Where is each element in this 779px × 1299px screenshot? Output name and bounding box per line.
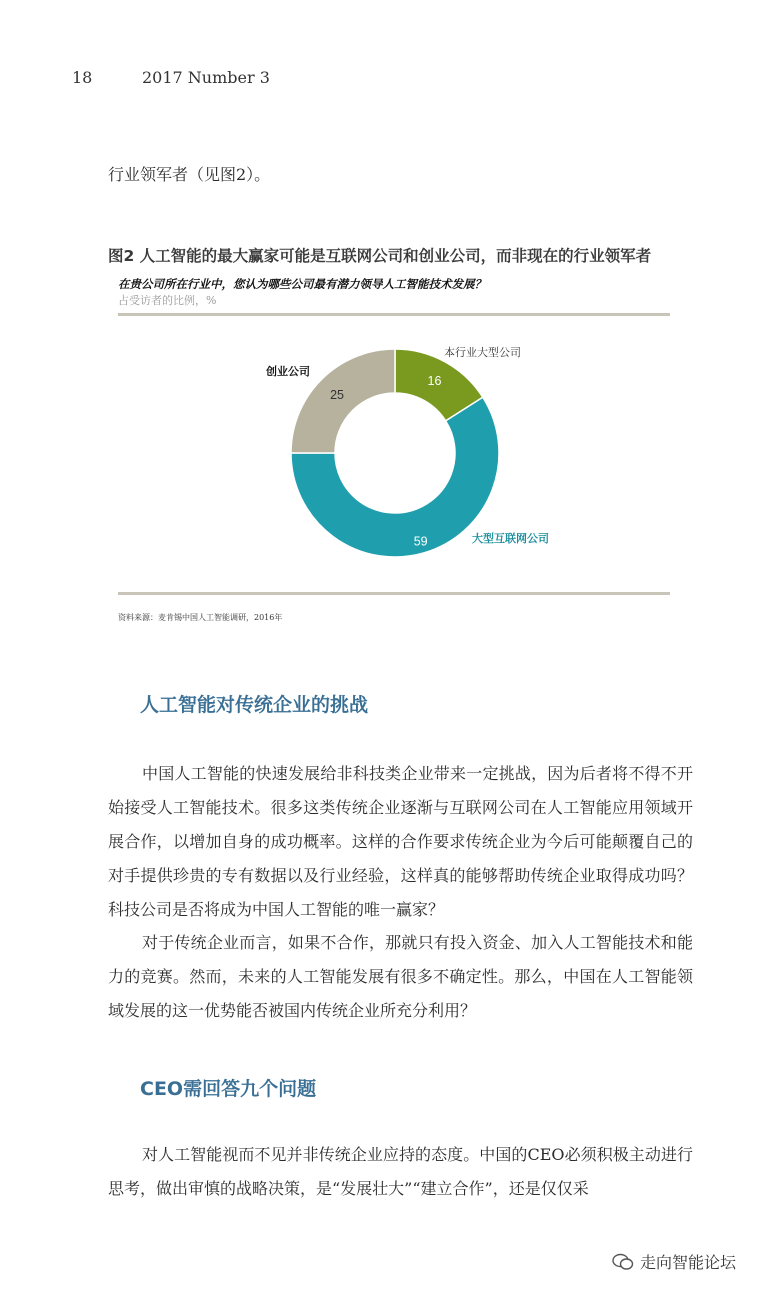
page-number: 18 bbox=[72, 68, 93, 87]
section-title-challenge: 人工智能对传统企业的挑战 bbox=[140, 694, 369, 716]
slice-value-label: 25 bbox=[330, 388, 344, 403]
figure-top-rule bbox=[118, 313, 670, 316]
wechat-icon bbox=[612, 1253, 634, 1271]
body-paragraph: 对人工智能视而不见并非传统企业应持的态度。中国的CEO必须积极主动进行思考，做出审慎的战略决策，是“发展壮大”“建立合作”，还是仅仅采 bbox=[108, 1145, 693, 1198]
watermark-text: 走向智能论坛 bbox=[640, 1253, 737, 1272]
figure-bottom-rule bbox=[118, 592, 670, 595]
intro-line: 行业领军者（见图2）。 bbox=[108, 165, 271, 184]
legend-label-industry-leaders: 本行业大型公司 bbox=[444, 346, 521, 359]
slice-value-label: 16 bbox=[427, 374, 442, 389]
body-paragraph: 中国人工智能的快速发展给非科技类企业带来一定挑战，因为后者将不得不开始接受人工智能技术。很多这类传统企业逐渐与互联网公司在人工智能应用领域开展合作，以增加自身的成功概率。这样的合作要求传统企业为今后可能颠覆自己的对手提供珍贵的专有数据以及行业经验，这样真的能够帮助传统企业取得成功吗？科技公司是否将成为中国人工智能的唯一赢家？ bbox=[108, 764, 693, 919]
body-paragraph: 对于传统企业而言，如果不合作，那就只有投入资金、加入人工智能技术和能力的竞赛。然而，未来的人工智能发展有很多不确定性。那么，中国在人工智能领域发展的这一优势能否被国内传统企业所充分利用？ bbox=[108, 933, 693, 1020]
figure-title: 图2 人工智能的最大赢家可能是互联网公司和创业公司，而非现在的行业领军者 bbox=[108, 247, 652, 265]
legend-label-startups: 创业公司 bbox=[266, 365, 310, 378]
figure-source: 资料来源：麦肯锡中国人工智能调研，2016年 bbox=[118, 613, 283, 622]
figure-question: 在贵公司所在行业中，您认为哪些公司最有潜力领导人工智能技术发展？ bbox=[118, 277, 486, 291]
watermark bbox=[612, 1250, 736, 1273]
issue-label: 2017 Number 3 bbox=[142, 68, 270, 87]
section-title-ceo-questions: CEO需回答九个问题 bbox=[140, 1078, 317, 1100]
legend-label-internet-companies: 大型互联网公司 bbox=[472, 532, 549, 545]
slice-value-label: 59 bbox=[413, 534, 428, 549]
figure-unit-note: 占受访者的比例，% bbox=[118, 294, 217, 307]
